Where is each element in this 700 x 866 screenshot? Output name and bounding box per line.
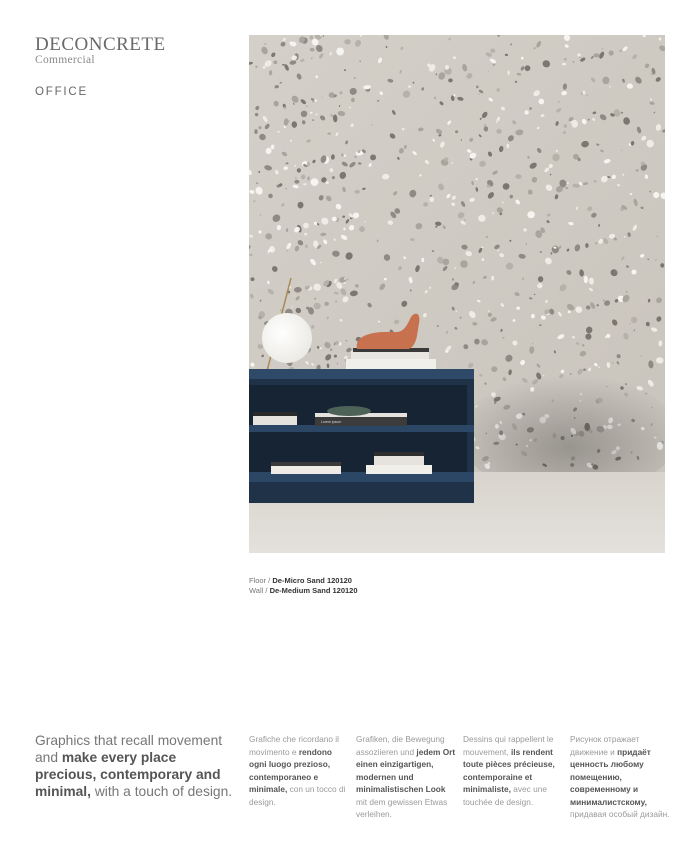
terrazzo-speck (487, 185, 491, 188)
terrazzo-speck (327, 133, 331, 135)
terrazzo-speck (562, 63, 566, 66)
terrazzo-speck (292, 121, 297, 128)
terrazzo-speck (585, 243, 588, 248)
sideboard (249, 369, 474, 503)
terrazzo-speck (336, 48, 344, 56)
text-ru: Рисунок отражает движение и придаёт ценность любому помещению, современному и минималистскому, придавая особый дизайн. (570, 734, 670, 819)
material-caption (249, 576, 358, 596)
caption-floor: Floor / De-Micro Sand 120120 (249, 576, 352, 585)
caption-wall: Wall / De-Medium Sand 120120 (249, 586, 358, 595)
section-title: OFFICE (35, 86, 88, 98)
terrazzo-speck (314, 303, 321, 310)
text-de: Grafiken, die Bewegung assoziieren und jedem Ort einen einzigartigen, modernen und minimalistischen Look mit dem gewissen Etwas verleihen. (356, 734, 456, 819)
brand-name: DECONCRETE (35, 34, 166, 55)
brand-logo (35, 34, 166, 66)
terrazzo-speck (505, 54, 508, 56)
brand-subtitle: Commercial (35, 54, 95, 66)
books-top (346, 348, 436, 369)
lead-text-en: Graphics that recall movement and make every place precious, contemporary and minimal, with a touch of design. (35, 733, 233, 799)
terrazzo-speck (476, 86, 478, 89)
text-fr: Dessins qui rappellent le mouvement, ils rendent toute pièces précieuse, contemporaine et minimaliste, avec une touchée de design. (463, 734, 555, 807)
book-title: Lorem ipsum (321, 420, 342, 424)
product-photo (249, 35, 665, 553)
text-it: Grafiche che ricordano il movimento e rendono ogni luogo prezioso, contemporaneo e minimale, con un tocco di design. (249, 734, 346, 807)
